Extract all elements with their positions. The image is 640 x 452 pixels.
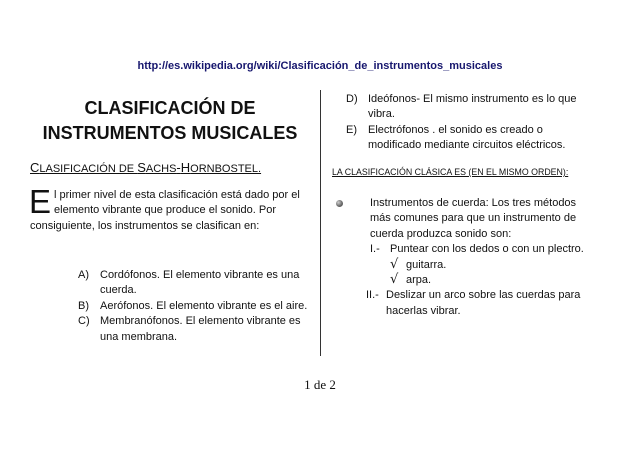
bullet-icon	[336, 200, 343, 207]
list-marker: E)	[346, 123, 357, 136]
list-marker: D)	[346, 93, 358, 105]
intro-paragraph	[29, 183, 318, 234]
title-line-1: CLASIFICACIÓN DE	[84, 98, 256, 118]
page-number: 1 de 2	[304, 377, 336, 392]
bullet-string-instruments	[346, 196, 592, 319]
list-marker: II.-	[366, 289, 379, 302]
list-item	[390, 273, 592, 288]
check-icon: √	[390, 272, 399, 288]
list-item	[390, 258, 592, 273]
list-marker: B)	[78, 299, 89, 312]
page-title	[30, 96, 310, 146]
drop-cap: E	[29, 183, 52, 220]
list-marker: I.-	[370, 243, 380, 256]
category-list-left	[78, 268, 318, 345]
check-icon: √	[390, 256, 399, 272]
list-item	[78, 314, 318, 345]
list-item	[366, 288, 588, 319]
title-line-2: INSTRUMENTOS MUSICALES	[42, 123, 298, 143]
list-item-text: Puntear con los dedos o con un plectro.	[390, 243, 584, 256]
source-url[interactable]: http://es.wikipedia.org/wiki/Clasificación_de_instrumentos_musicales	[137, 60, 503, 72]
section-subtitle-sachs: CLASIFICACIÓN DE SACHS-HORNBOSTEL.	[30, 160, 262, 175]
list-marker: A)	[78, 269, 89, 281]
intro-text: l primer nivel de esta clasificación está dado por el elemento vibrante que produce el sonido. Por consiguiente, los instrumentos se clasifican en:	[30, 189, 300, 232]
method-list	[370, 242, 592, 257]
list-item-text: Ideófonos- El mismo instrumento es lo que vibra.	[368, 93, 577, 121]
list-item-text: Membranófonos. El elemento vibrante es una membrana.	[100, 315, 301, 343]
list-item-text: Electrófonos . el sonido es creado o modificado mediante circuitos eléctricos.	[368, 123, 566, 152]
column-divider	[320, 90, 321, 356]
list-item-text: arpa.	[406, 274, 432, 287]
category-list-right	[346, 92, 598, 154]
list-marker: C)	[78, 315, 90, 328]
list-item	[78, 268, 318, 299]
example-list	[346, 258, 592, 289]
list-item-text: Cordófonos. El elemento vibrante es una cuerda.	[100, 269, 300, 297]
list-item-text: Deslizar un arco sobre las cuerdas para hacerlas vibrar.	[386, 289, 581, 317]
list-item	[346, 92, 598, 123]
method-list	[366, 288, 588, 319]
list-item-text: guitarra.	[406, 258, 447, 271]
list-item	[370, 242, 592, 257]
list-item	[346, 123, 598, 154]
section-subtitle-classic: LA CLASIFICACIÓN CLÁSICA ES (EN EL MISMO ORDEN):	[332, 167, 569, 177]
bullet-text: Instrumentos de cuerda: Los tres métodos más comunes para que un instrumento de cuerda produzca sonido son:	[370, 197, 577, 240]
list-item	[78, 299, 318, 314]
list-item-text: Aerófonos. El elemento vibrante es el aire.	[100, 299, 308, 312]
